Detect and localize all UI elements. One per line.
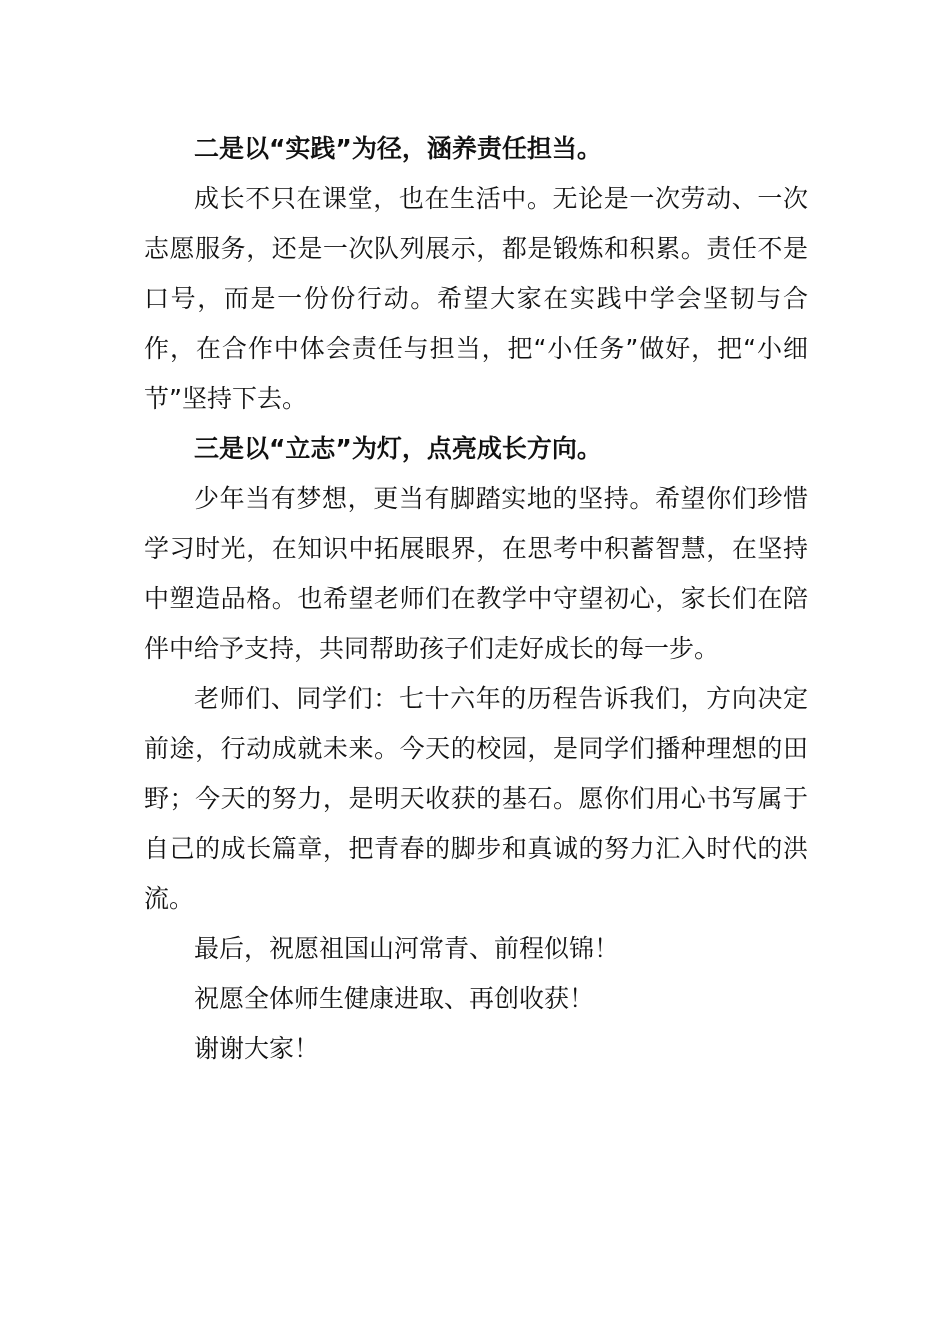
paragraph-wish-country: 最后，祝愿祖国山河常青、前程似锦！ xyxy=(194,934,620,963)
paragraph-thanks: 谢谢大家！ xyxy=(194,1034,320,1063)
paragraph-wish-school: 祝愿全体师生健康进取、再创收获！ xyxy=(194,984,595,1013)
document-body xyxy=(144,124,808,1074)
section-heading-aspiration: 三是以“立志”为灯，点亮成长方向。 xyxy=(194,434,602,463)
paragraph-aspiration: 少年当有梦想，更当有脚踏实地的坚持。希望你们珍惜学习时光，在知识中拓展眼界，在思考中积蓄智慧，在坚持中塑造品格。也希望老师们在教学中守望初心，家长们在陪伴中给予支持，共同帮助孩子们走好成长的每一步。 xyxy=(144,484,808,663)
paragraph-closing-address: 老师们、同学们：七十六年的历程告诉我们，方向决定前途，行动成就未来。今天的校园，是同学们播种理想的田野；今天的努力，是明天收获的基石。愿你们用心书写属于自己的成长篇章，把青春的脚步和真诚的努力汇入时代的洪流。 xyxy=(144,684,808,913)
paragraph-practice: 成长不只在课堂，也在生活中。无论是一次劳动、一次志愿服务，还是一次队列展示，都是锻炼和积累。责任不是口号，而是一份份行动。希望大家在实践中学会坚韧与合作，在合作中体会责任与担当，把“小任务”做好，把“小细节”坚持下去。 xyxy=(144,184,808,413)
section-heading-practice: 二是以“实践”为径，涵养责任担当。 xyxy=(194,134,602,163)
